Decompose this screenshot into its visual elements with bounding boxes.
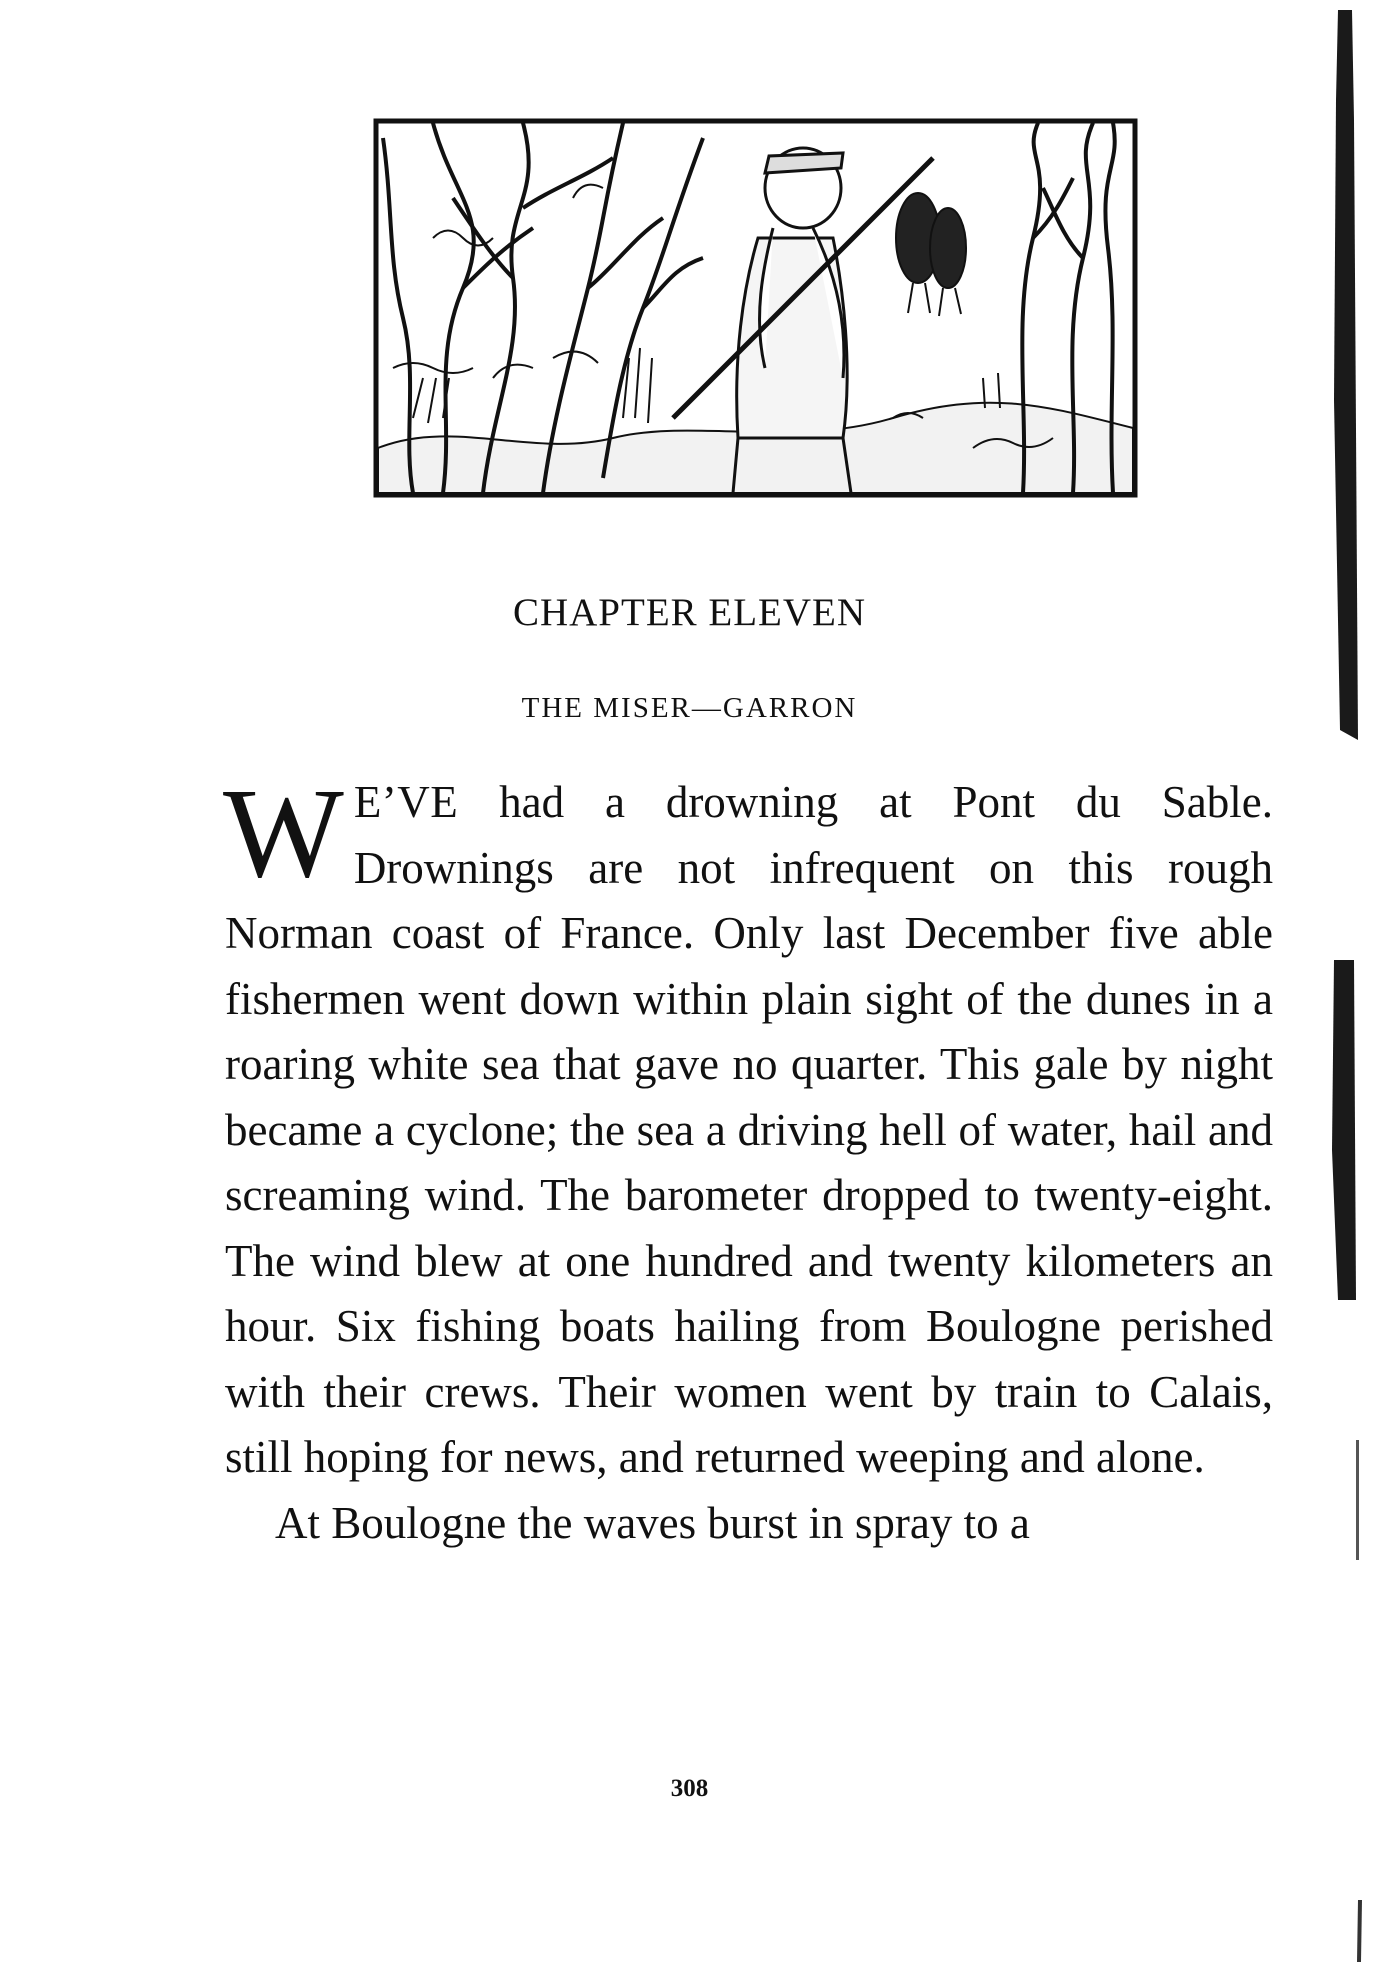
chapter-heading: CHAPTER ELEVEN	[512, 591, 867, 634]
chapter-subtitle: THE MISER—GARRON	[521, 692, 858, 724]
lead-caps: E’VE	[353, 777, 459, 827]
scan-edge-shadow	[1300, 0, 1379, 1962]
paragraph-1	[223, 762, 1273, 1491]
body-text	[223, 762, 1273, 1556]
drop-cap: W	[223, 762, 344, 904]
paragraph-1-text: had a drowning at Pont du Sable. Drownings are not infrequent on this rough Norman coast of France. Only last December five able fishermen went down within plain sight of the dunes in a roaring white sea that gave no quarter. This gale by night became a cyclone; the sea a driving hell of water, hail and screaming wind. The barometer dropped to twenty-eight. The wind blew at one hundred and twenty kilometers an hour. Six fishing boats hailing from Boulogne perished with their crews. Their women went by train to Calais, still hoping for news, and returned weeping and alone.	[225, 777, 1273, 1482]
woodcut-man-with-game-in-forest-icon	[373, 118, 1138, 498]
page-number: 308	[670, 1775, 709, 1802]
paragraph-2: At Boulogne the waves burst in spray to a	[275, 1497, 1030, 1548]
